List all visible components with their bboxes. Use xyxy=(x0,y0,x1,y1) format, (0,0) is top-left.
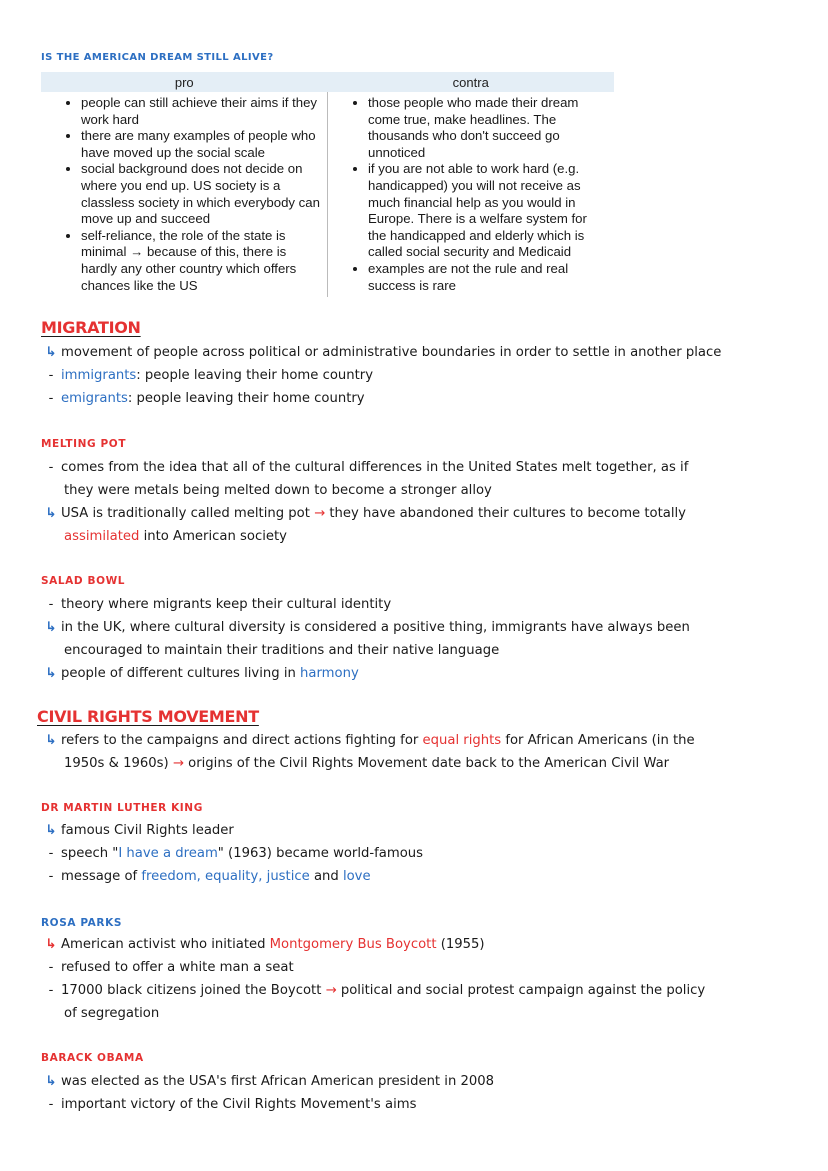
salad-bowl-heading: SALAD BOWL xyxy=(41,575,126,587)
hook-arrow-icon: ↳ xyxy=(45,733,57,748)
rosa-parks-heading: ROSA PARKS xyxy=(41,917,122,929)
civil-line: ↳ refers to the campaigns and direct actions fighting for equal rights for African Americans (in the xyxy=(41,730,695,752)
pro-header: pro xyxy=(41,72,328,92)
migration-line: - emigrants: people leaving their home country xyxy=(48,391,365,406)
right-arrow-icon: → xyxy=(314,506,326,521)
dream-quote: I have a dream xyxy=(118,846,218,861)
rosa-line: ↳ American activist who initiated Montgomery Bus Boycott (1955) xyxy=(41,934,485,956)
salad-line: ↳ in the UK, where cultural diversity is considered a positive thing, immigrants have always been xyxy=(41,617,690,639)
pro-column xyxy=(41,92,328,297)
obama-line: - important victory of the Civil Rights Movement's aims xyxy=(48,1097,417,1112)
obama-heading: BARACK OBAMA xyxy=(41,1052,144,1064)
hook-arrow-icon: ↳ xyxy=(45,1074,57,1089)
values-terms: freedom, equality, justice xyxy=(141,869,310,884)
salad-line: - theory where migrants keep their cultural identity xyxy=(48,597,392,612)
pro-item: • social background does not decide on where you end up. US society is a classless society in which everybody can move up and succeed xyxy=(81,161,321,227)
rosa-line: - refused to offer a white man a seat xyxy=(48,960,294,975)
assimilated-term: assimilated xyxy=(64,529,140,544)
pro-item: • there are many examples of people who have moved up the social scale xyxy=(81,128,321,161)
emigrants-term: emigrants xyxy=(61,391,128,406)
civil-rights-heading: CIVIL RIGHTS MOVEMENT xyxy=(37,707,259,726)
equal-rights-term: equal rights xyxy=(422,733,502,748)
salad-line: ↳ people of different cultures living in harmony xyxy=(41,663,359,685)
mlk-line: - message of freedom, equality, justice and love xyxy=(48,869,371,884)
migration-line: - immigrants: people leaving their home country xyxy=(48,368,374,383)
hook-arrow-icon: ↳ xyxy=(45,666,57,681)
bus-boycott-term: Montgomery Bus Boycott xyxy=(269,937,437,952)
immigrants-term: immigrants xyxy=(61,368,137,383)
contra-item: • those people who made their dream come true, make headlines. The thousands who don't succeed go unnoticed xyxy=(368,95,608,161)
melting-pot-heading: MELTING POT xyxy=(41,438,127,450)
melting-line: they were metals being melted down to become a stronger alloy xyxy=(64,483,492,498)
hook-arrow-icon: ↳ xyxy=(45,823,57,838)
right-arrow-icon: → xyxy=(325,983,337,998)
hook-arrow-icon: ↳ xyxy=(45,620,57,635)
mlk-line: - speech "I have a dream" (1963) became world-famous xyxy=(48,846,424,861)
salad-line: encouraged to maintain their traditions and their native language xyxy=(64,643,500,658)
contra-column xyxy=(328,92,615,297)
contra-item: • if you are not able to work hard (e.g. handicapped) you will not receive as much financial help as you would in Europe. There is a welfare system for the handicapped and elderly which is called social security and Medicaid xyxy=(368,161,608,261)
right-arrow-icon: → xyxy=(172,756,184,771)
contra-item: • examples are not the rule and real success is rare xyxy=(368,261,608,294)
melting-line: assimilated into American society xyxy=(64,529,287,544)
melting-line: - comes from the idea that all of the cultural differences in the United States melt together, as if xyxy=(48,460,689,475)
migration-heading: MIGRATION xyxy=(41,318,141,337)
harmony-term: harmony xyxy=(300,666,359,681)
hook-arrow-icon: ↳ xyxy=(45,506,57,521)
melting-line: ↳ USA is traditionally called melting pot → they have abandoned their cultures to become totally xyxy=(41,503,686,525)
page-title: IS THE AMERICAN DREAM STILL ALIVE? xyxy=(41,52,274,63)
hook-arrow-icon: ↳ xyxy=(45,937,57,952)
love-term: love xyxy=(342,869,371,884)
hook-arrow-icon: ↳ xyxy=(45,345,57,360)
contra-header: contra xyxy=(328,72,615,92)
obama-line: ↳ was elected as the USA's first African American president in 2008 xyxy=(41,1071,494,1093)
mlk-heading: DR MARTIN LUTHER KING xyxy=(41,802,203,814)
rosa-line: of segregation xyxy=(64,1006,160,1021)
migration-line: ↳ movement of people across political or administrative boundaries in order to settle in another place xyxy=(41,342,721,364)
rosa-line: - 17000 black citizens joined the Boycott → political and social protest campaign against the policy xyxy=(48,983,706,998)
civil-line: 1950s & 1960s) → origins of the Civil Rights Movement date back to the American Civil War xyxy=(64,756,670,771)
pro-item: • people can still achieve their aims if they work hard xyxy=(81,95,321,128)
pro-item: • self-reliance, the role of the state is minimal → because of this, there is hardly any other country which offers chances like the US xyxy=(81,228,321,294)
mlk-line: ↳ famous Civil Rights leader xyxy=(41,820,234,842)
pro-contra-table xyxy=(41,72,614,297)
